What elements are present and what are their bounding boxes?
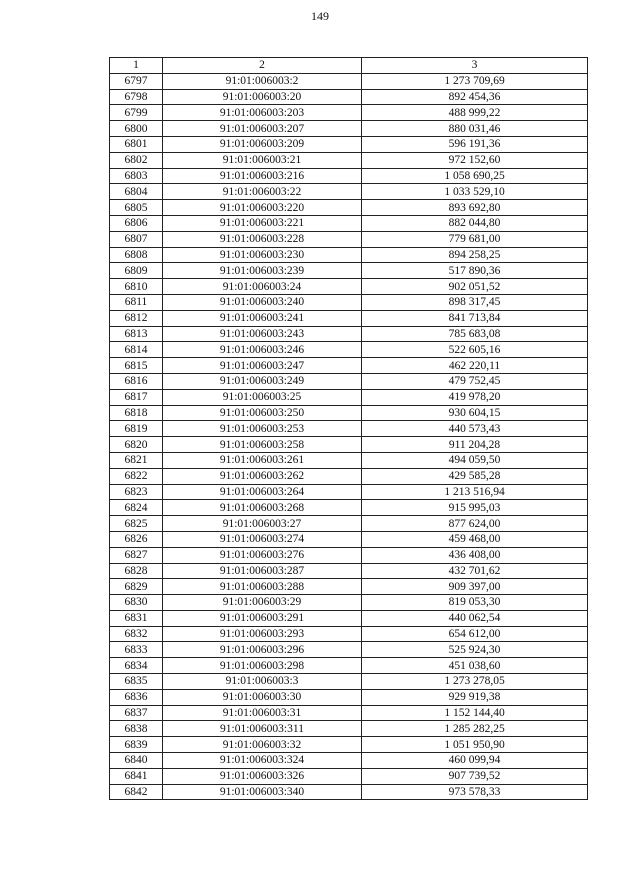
table-row [110,405,588,421]
row-number-cell: 6832 [110,626,163,642]
cadastral-number-cell: 91:01:006003:298 [163,658,362,674]
cadastral-number-cell: 91:01:006003:30 [163,689,362,705]
cadastral-value-cell: 911 204,28 [362,437,588,453]
cadastral-value-cell: 898 317,45 [362,294,588,310]
row-number-cell: 6811 [110,294,163,310]
table-row [110,579,588,595]
cadastral-number-cell: 91:01:006003:209 [163,136,362,152]
page-number: 149 [311,9,329,23]
row-number-cell: 6825 [110,516,163,532]
table-row [110,610,588,626]
cadastral-number-cell: 91:01:006003:3 [163,674,362,690]
cadastral-value-cell: 1 273 709,69 [362,73,588,89]
cadastral-value-cell: 1 152 144,40 [362,705,588,721]
cadastral-value-cell: 907 739,52 [362,768,588,784]
table-row [110,263,588,279]
cadastral-number-cell: 91:01:006003:27 [163,516,362,532]
table-row [110,358,588,374]
cadastral-value-cell: 494 059,50 [362,452,588,468]
cadastral-value-cell: 654 612,00 [362,626,588,642]
cadastral-value-cell: 517 890,36 [362,263,588,279]
cadastral-number-cell: 91:01:006003:29 [163,595,362,611]
row-number-cell: 6798 [110,89,163,105]
cadastral-number-cell: 91:01:006003:268 [163,500,362,516]
row-number-cell: 6801 [110,136,163,152]
cadastral-value-cell: 877 624,00 [362,516,588,532]
cadastral-number-cell: 91:01:006003:324 [163,753,362,769]
cadastral-number-cell: 91:01:006003:240 [163,294,362,310]
cadastral-number-cell: 91:01:006003:207 [163,121,362,137]
row-number-cell: 6820 [110,437,163,453]
header-cell-2: 2 [163,58,362,74]
table-row [110,737,588,753]
table-row [110,642,588,658]
row-number-cell: 6826 [110,531,163,547]
row-number-cell: 6829 [110,579,163,595]
row-number-cell: 6842 [110,784,163,800]
table-row [110,200,588,216]
cadastral-value-cell: 1 213 516,94 [362,484,588,500]
table-row [110,516,588,532]
table-row [110,689,588,705]
table-row [110,152,588,168]
table-header-row [110,58,588,74]
row-number-cell: 6815 [110,358,163,374]
cadastral-number-cell: 91:01:006003:20 [163,89,362,105]
table-row [110,626,588,642]
table-row [110,184,588,200]
cadastral-value-cell: 880 031,46 [362,121,588,137]
cadastral-value-cell: 525 924,30 [362,642,588,658]
row-number-cell: 6838 [110,721,163,737]
cadastral-number-cell: 91:01:006003:288 [163,579,362,595]
cadastral-number-cell: 91:01:006003:340 [163,784,362,800]
cadastral-value-cell: 1 285 282,25 [362,721,588,737]
cadastral-number-cell: 91:01:006003:261 [163,452,362,468]
cadastral-value-cell: 785 683,08 [362,326,588,342]
table-body [110,73,588,800]
table-row [110,247,588,263]
row-number-cell: 6816 [110,373,163,389]
cadastral-value-cell: 459 468,00 [362,531,588,547]
cadastral-number-cell: 91:01:006003:32 [163,737,362,753]
cadastral-value-cell: 429 585,28 [362,468,588,484]
row-number-cell: 6841 [110,768,163,784]
row-number-cell: 6807 [110,231,163,247]
table-row [110,326,588,342]
row-number-cell: 6834 [110,658,163,674]
cadastral-value-cell: 460 099,94 [362,753,588,769]
cadastral-number-cell: 91:01:006003:239 [163,263,362,279]
table-row [110,342,588,358]
cadastral-value-cell: 451 038,60 [362,658,588,674]
row-number-cell: 6813 [110,326,163,342]
row-number-cell: 6837 [110,705,163,721]
cadastral-number-cell: 91:01:006003:221 [163,215,362,231]
row-number-cell: 6812 [110,310,163,326]
cadastral-value-cell: 915 995,03 [362,500,588,516]
row-number-cell: 6831 [110,610,163,626]
row-number-cell: 6804 [110,184,163,200]
row-number-cell: 6828 [110,563,163,579]
row-number-cell: 6797 [110,73,163,89]
cadastral-number-cell: 91:01:006003:311 [163,721,362,737]
table-row [110,389,588,405]
row-number-cell: 6830 [110,595,163,611]
table-row [110,231,588,247]
cadastral-number-cell: 91:01:006003:246 [163,342,362,358]
row-number-cell: 6821 [110,452,163,468]
cadastral-number-cell: 91:01:006003:264 [163,484,362,500]
cadastral-value-cell: 893 692,80 [362,200,588,216]
cadastral-number-cell: 91:01:006003:220 [163,200,362,216]
cadastral-value-cell: 909 397,00 [362,579,588,595]
row-number-cell: 6803 [110,168,163,184]
cadastral-number-cell: 91:01:006003:25 [163,389,362,405]
table-row [110,674,588,690]
cadastral-number-cell: 91:01:006003:276 [163,547,362,563]
table-row [110,452,588,468]
table-row [110,595,588,611]
cadastral-number-cell: 91:01:006003:2 [163,73,362,89]
cadastral-number-cell: 91:01:006003:241 [163,310,362,326]
row-number-cell: 6819 [110,421,163,437]
row-number-cell: 6836 [110,689,163,705]
cadastral-number-cell: 91:01:006003:249 [163,373,362,389]
row-number-cell: 6835 [110,674,163,690]
table-row [110,121,588,137]
cadastre-value-table [109,57,588,800]
cadastral-value-cell: 488 999,22 [362,105,588,121]
cadastral-value-cell: 419 978,20 [362,389,588,405]
cadastral-value-cell: 432 701,62 [362,563,588,579]
cadastral-number-cell: 91:01:006003:21 [163,152,362,168]
table-row [110,563,588,579]
table-row [110,753,588,769]
table-row [110,421,588,437]
cadastral-value-cell: 440 573,43 [362,421,588,437]
cadastral-number-cell: 91:01:006003:24 [163,279,362,295]
cadastral-value-cell: 522 605,16 [362,342,588,358]
cadastral-value-cell: 1 058 690,25 [362,168,588,184]
cadastral-value-cell: 972 152,60 [362,152,588,168]
row-number-cell: 6800 [110,121,163,137]
cadastral-number-cell: 91:01:006003:216 [163,168,362,184]
cadastral-value-cell: 882 044,80 [362,215,588,231]
cadastral-value-cell: 479 752,45 [362,373,588,389]
table-row [110,310,588,326]
table-row [110,279,588,295]
cadastral-number-cell: 91:01:006003:291 [163,610,362,626]
row-number-cell: 6810 [110,279,163,295]
cadastral-number-cell: 91:01:006003:247 [163,358,362,374]
cadastral-number-cell: 91:01:006003:230 [163,247,362,263]
cadastral-value-cell: 973 578,33 [362,784,588,800]
row-number-cell: 6818 [110,405,163,421]
table-row [110,658,588,674]
table-row [110,784,588,800]
cadastral-value-cell: 596 191,36 [362,136,588,152]
cadastral-number-cell: 91:01:006003:296 [163,642,362,658]
table-row [110,721,588,737]
table-row [110,468,588,484]
cadastral-value-cell: 892 454,36 [362,89,588,105]
row-number-cell: 6840 [110,753,163,769]
cadastral-value-cell: 779 681,00 [362,231,588,247]
table-row [110,73,588,89]
row-number-cell: 6817 [110,389,163,405]
cadastral-number-cell: 91:01:006003:243 [163,326,362,342]
table-row [110,437,588,453]
table-row [110,500,588,516]
table-row [110,136,588,152]
cadastral-value-cell: 1 273 278,05 [362,674,588,690]
table-row [110,531,588,547]
cadastral-number-cell: 91:01:006003:203 [163,105,362,121]
cadastral-value-cell: 841 713,84 [362,310,588,326]
cadastral-value-cell: 462 220,11 [362,358,588,374]
table-row [110,705,588,721]
cadastral-value-cell: 440 062,54 [362,610,588,626]
cadastral-number-cell: 91:01:006003:274 [163,531,362,547]
row-number-cell: 6824 [110,500,163,516]
table-row [110,547,588,563]
cadastral-value-cell: 1 033 529,10 [362,184,588,200]
row-number-cell: 6799 [110,105,163,121]
cadastral-number-cell: 91:01:006003:262 [163,468,362,484]
table-row [110,105,588,121]
cadastral-number-cell: 91:01:006003:287 [163,563,362,579]
row-number-cell: 6809 [110,263,163,279]
table-row [110,294,588,310]
cadastral-number-cell: 91:01:006003:326 [163,768,362,784]
cadastral-value-cell: 819 053,30 [362,595,588,611]
row-number-cell: 6802 [110,152,163,168]
table-row [110,89,588,105]
cadastral-value-cell: 894 258,25 [362,247,588,263]
table-row [110,768,588,784]
cadastral-number-cell: 91:01:006003:22 [163,184,362,200]
row-number-cell: 6805 [110,200,163,216]
header-cell-3: 3 [362,58,588,74]
cadastral-number-cell: 91:01:006003:228 [163,231,362,247]
row-number-cell: 6822 [110,468,163,484]
table-row [110,484,588,500]
row-number-cell: 6833 [110,642,163,658]
cadastral-value-cell: 929 919,38 [362,689,588,705]
table-row [110,215,588,231]
row-number-cell: 6806 [110,215,163,231]
row-number-cell: 6827 [110,547,163,563]
cadastral-number-cell: 91:01:006003:258 [163,437,362,453]
table-row [110,168,588,184]
cadastral-value-cell: 436 408,00 [362,547,588,563]
table-row [110,373,588,389]
row-number-cell: 6808 [110,247,163,263]
header-cell-1: 1 [110,58,163,74]
cadastral-number-cell: 91:01:006003:293 [163,626,362,642]
row-number-cell: 6823 [110,484,163,500]
row-number-cell: 6814 [110,342,163,358]
cadastral-number-cell: 91:01:006003:250 [163,405,362,421]
cadastral-value-cell: 930 604,15 [362,405,588,421]
row-number-cell: 6839 [110,737,163,753]
cadastral-value-cell: 1 051 950,90 [362,737,588,753]
cadastral-number-cell: 91:01:006003:31 [163,705,362,721]
cadastral-number-cell: 91:01:006003:253 [163,421,362,437]
cadastral-value-cell: 902 051,52 [362,279,588,295]
